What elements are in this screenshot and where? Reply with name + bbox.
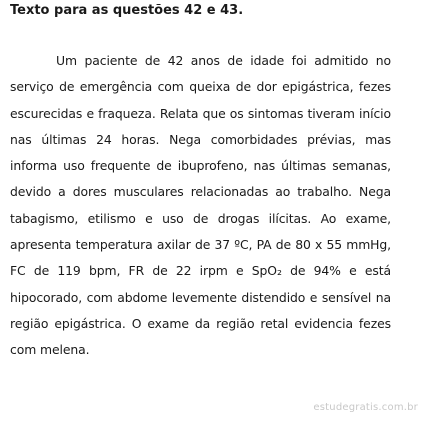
watermark: estudegratis.com.br	[313, 402, 418, 413]
section-heading: Texto para as questões 42 e 43.	[10, 3, 244, 18]
clinical-case-paragraph: Um paciente de 42 anos de idade foi admitido no serviço de emergência com queixa de dor epigástrica, fezes escurecidas e fraqueza. Relata que os sintomas tiveram início nas últimas 24 horas. Nega comorbidades prévias, mas informa uso frequente de ibuprofeno, nas últimas semanas, devido a dores musculares relacionadas ao trabalho. Nega tabagismo, etilismo e uso de drogas ilícitas. Ao exame, apresenta temperatura axilar de 37 ºC, PA de 80 x 55 mmHg, FC de 119 bpm, FR de 22 irpm e SpO₂ de 94% e está hipocorado, com abdome levemente distendido e sensível na região epigástrica. O exame da região retal evidencia fezes com melena.	[10, 53, 391, 358]
